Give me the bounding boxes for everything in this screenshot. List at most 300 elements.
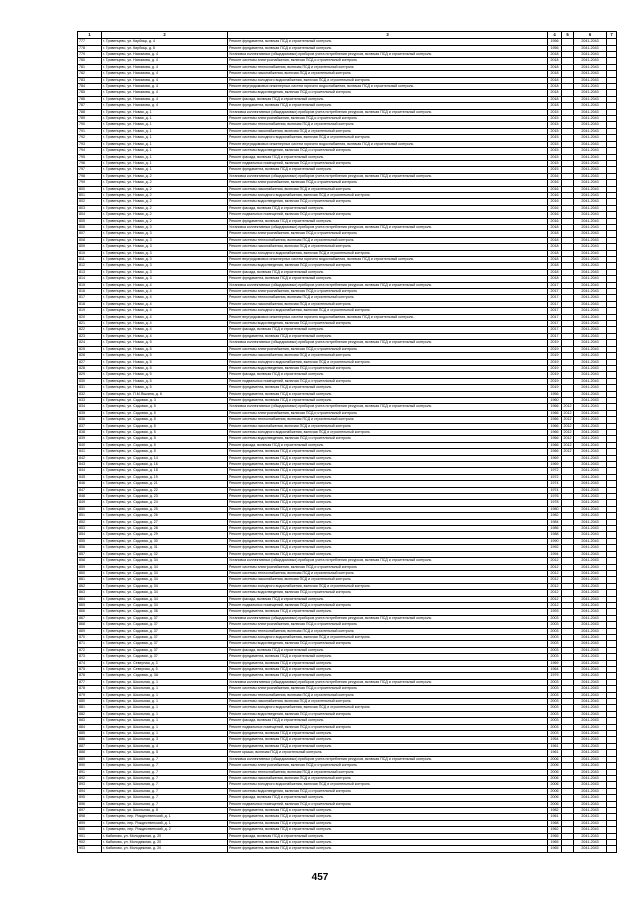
cell-num: 786 — [78, 96, 102, 102]
cell-per: 2041-2043 — [574, 628, 607, 634]
cell-num: 842 — [78, 455, 102, 461]
cell-per: 2041-2043 — [574, 237, 607, 243]
cell-addr: г. Гривенцево, ул. Новая, д. 4 — [102, 301, 228, 307]
cell-ex: 2012 — [563, 423, 572, 428]
cell-yr: 2016 — [548, 180, 562, 186]
cell-addr: г. Гривенцево, ул. Школьная, д. 8 — [102, 807, 228, 813]
cell-addr: г. Гривенцево, ул. Садовая, д. 5 — [102, 449, 228, 455]
cell-work: Ремонт системы электроснабжения, включая ПСД и строительный контроль — [228, 564, 548, 570]
cell-per: 2041-2043 — [574, 679, 607, 685]
cell-work: Ремонт фундамента, включая ПСД и строительный контроль — [228, 500, 548, 506]
cell-addr: г. Гривенцево, ул. Садовая, д. 34 — [102, 583, 228, 589]
cell-ex: 2012 — [563, 410, 572, 415]
cell-work: Ремонт фасада, включая ПСД и строительный контроль — [228, 96, 548, 102]
cell-work: Ремонт фундамента, включая ПСД и строительный контроль — [228, 39, 548, 45]
cell-addr: г. Гривенцево, ул. Новая, д. 3 — [102, 276, 228, 282]
cell-num: 852 — [78, 519, 102, 525]
cell-addr: г. Гривенцево, ул. Новая, д. 2 — [102, 186, 228, 192]
cell-per: 2041-2043 — [574, 558, 607, 564]
cell-per: 2041-2043 — [574, 641, 607, 647]
cell-addr: г. Гривенцево, ул. Садовая, д. 18 — [102, 468, 228, 474]
cell-per: 2041-2043 — [574, 692, 607, 698]
cell-yr: 2016 — [548, 199, 562, 205]
cell-addr: г. Гривенцево, ул. Новая, д. 4 — [102, 295, 228, 301]
cell-yr: 2003 — [548, 615, 562, 621]
cell-num: 894 — [78, 788, 102, 794]
cell-per: 2041-2043 — [574, 116, 607, 122]
cell-work: Ремонт системы газоснабжения, включая ПСД и строительный контроль — [228, 775, 548, 781]
cell-yr: 2018 — [548, 250, 562, 256]
cell-per: 2041-2043 — [574, 570, 607, 576]
cell-yr: 2015 — [548, 128, 562, 134]
cell-work: Ремонт системы газоснабжения, включая ПСД и строительный контроль — [228, 577, 548, 583]
cell-work: Установка коллективных (общедомовых) приборов учета потребления ресурсов, включая ПСД и строительный контроль — [228, 558, 548, 564]
cell-yr: 2018 — [548, 64, 562, 70]
cell-yr: 2019 — [548, 372, 562, 378]
cell-yr: 1974 — [548, 487, 562, 493]
cell-work: Ремонт фундамента, включая ПСД и строительный контроль — [228, 667, 548, 673]
cell-yr: 1966 — [548, 410, 562, 416]
cell-yr: 2012 — [548, 570, 562, 576]
cell-ex: 2012 — [563, 417, 572, 422]
cell-yr: 2003 — [548, 731, 562, 737]
cell-work: Ремонт фундамента, включая ПСД и строительный контроль — [228, 513, 548, 519]
cell-yr: 2017 — [548, 333, 562, 339]
cell-addr: г. Гривенцево, ул. Новая, д. 2 — [102, 205, 228, 211]
cell-work: Ремонт системы электроснабжения, включая ПСД и строительный контроль — [228, 686, 548, 692]
cell-work: Ремонт фундамента, включая ПСД и строительный контроль — [228, 276, 548, 282]
cell-yr: 2003 — [548, 692, 562, 698]
cell-num: 857 — [78, 551, 102, 557]
cell-work: Ремонт системы электроснабжения, включая ПСД и строительный контроль — [228, 346, 548, 352]
cell-yr: 1976 — [548, 494, 562, 500]
cell-num: 821 — [78, 321, 102, 327]
cell-yr: 2015 — [548, 116, 562, 122]
cell-num: 820 — [78, 314, 102, 320]
cell-ex — [562, 846, 574, 852]
cell-work: Ремонт системы электроснабжения, включая ПСД и строительный контроль — [228, 289, 548, 295]
cell-yr: 2015 — [548, 154, 562, 160]
cell-num: 892 — [78, 775, 102, 781]
cell-work: Ремонт системы теплоснабжения, включая ПСД и строительный контроль — [228, 769, 548, 775]
cell-num: 837 — [78, 423, 102, 429]
cell-addr: г. Гривенцево, ул. Новая, д. 1 — [102, 160, 228, 166]
cell-work: Ремонт фундамента, включая ПСД и строительный контроль — [228, 218, 548, 224]
cell-yr: 2018 — [548, 231, 562, 237]
cell-yr: 2017 — [548, 327, 562, 333]
cell-per: 2041-2043 — [574, 385, 607, 391]
cell-num: 897 — [78, 807, 102, 813]
cell-per: 2041-2043 — [574, 647, 607, 653]
cell-work: Ремонт фундамента, включая ПСД и строительный контроль — [228, 526, 548, 532]
cell-addr: г. Гривенцево, ул. Нахимова, д. 4 — [102, 52, 228, 58]
cell-yr: 2006 — [548, 756, 562, 762]
cell-yr: 1969 — [548, 455, 562, 461]
cell-work: Ремонт системы газоснабжения, включая ПСД и строительный контроль — [228, 301, 548, 307]
cell-addr: г. Гривенцево, ул. Садовая, д. 34 — [102, 570, 228, 576]
cell-yr: 2003 — [548, 705, 562, 711]
cell-work: Ремонт фундамента, включая ПСД и строительный контроль — [228, 839, 548, 845]
cell-work: Ремонт фундамента, включая ПСД и строительный контроль — [228, 474, 548, 480]
cell-per: 2041-2043 — [574, 686, 607, 692]
cell-num: 841 — [78, 449, 102, 455]
cell-yr: 2006 — [548, 801, 562, 807]
cell-addr: г. Гривенцево, ул. Новая, д. 5 — [102, 385, 228, 391]
cell-num: 859 — [78, 564, 102, 570]
cell-yr: 1956 — [548, 391, 562, 397]
cell-num: 809 — [78, 244, 102, 250]
cell-num: 870 — [78, 634, 102, 640]
cell-num: 873 — [78, 654, 102, 660]
cell-work: Ремонт фундамента, включая ПСД и строительный контроль — [228, 397, 548, 403]
cell-yr: 1979 — [548, 673, 562, 679]
cell-addr: г. Гривенцево, ул. Новая, д. 3 — [102, 269, 228, 275]
cell-addr: г. Гривенцево, ул. Школьная, д. 7 — [102, 782, 228, 788]
cell-per: 2041-2043 — [574, 199, 607, 205]
cell-num: 828 — [78, 365, 102, 371]
cell-num: 784 — [78, 84, 102, 90]
cell-work: Ремонт фундамента, включая ПСД и строительный контроль — [228, 609, 548, 615]
cell-addr: г. Гривенцево, ул. Нахимова, д. 4 — [102, 71, 228, 77]
cell-work: Ремонт системы холодного водоснабжения, включая ПСД и строительный контроль — [228, 634, 548, 640]
column-number-row — [78, 32, 617, 39]
cell-per: 2041-2043 — [574, 820, 607, 826]
cell-yr: 1966 — [548, 436, 562, 442]
cell-addr: г. Гривенцево, ул. Школьная, д. 7 — [102, 775, 228, 781]
cell-yr: 1961 — [548, 750, 562, 756]
cell-num: 899 — [78, 820, 102, 826]
cell-yr: 1966 — [548, 449, 562, 455]
cell-per: 2041-2043 — [574, 58, 607, 64]
cell-yr: 2003 — [548, 718, 562, 724]
cell-yr: 1974 — [548, 481, 562, 487]
cell-addr: г. Гривенцево, ул. Кирбицк, д. 6 — [102, 45, 228, 51]
cell-addr: г. Гривенцево, ул. Школьная, д. 7 — [102, 795, 228, 801]
cell-num: 785 — [78, 90, 102, 96]
cell-addr: г. Гривенцево, ул. Садовая, д. 23 — [102, 494, 228, 500]
cell-addr: г. Гривенцево, ул. Кирбицк, д. 4 — [102, 39, 228, 45]
cell-work: Ремонт системы электроснабжения, включая ПСД и строительный контроль — [228, 180, 548, 186]
cell-num: 860 — [78, 570, 102, 576]
cell-work: Установка коллективных (общедомовых) приборов учета потребления ресурсов, включая ПСД и строительный контроль — [228, 224, 548, 230]
cell-yr: 1969 — [548, 462, 562, 468]
cell-per: 2041-2043 — [574, 154, 607, 160]
cell-yr: 1966 — [548, 404, 562, 410]
cell-per: 2041-2043 — [574, 468, 607, 474]
cell-yr: 2016 — [548, 212, 562, 218]
cell-yr: 2006 — [548, 782, 562, 788]
cell-addr: г. Гривенцево, ул. Садовая, д. 25 — [102, 506, 228, 512]
cell-work: Ремонт подвальных помещений, включая ПСД и строительный контроль — [228, 212, 548, 218]
cell-num: 847 — [78, 487, 102, 493]
cell-yr: 1982 — [548, 513, 562, 519]
cell-num: 835 — [78, 410, 102, 416]
cell-per: 2041-2043 — [574, 340, 607, 346]
cell-num: 877 — [78, 679, 102, 685]
cell-per: 2041-2043 — [574, 205, 607, 211]
cell-addr: г. Гривенцево, ул. Новая, д. 5 — [102, 372, 228, 378]
cell-per: 2041-2043 — [574, 436, 607, 442]
cell-addr: г. Гривенцево, ул. Садовая, д. 24 — [102, 500, 228, 506]
cell-ex: 2012 — [563, 404, 572, 409]
cell-per: 2041-2043 — [574, 192, 607, 198]
cell-addr: г. Гривенцево, ул. Садовая, д. 5 — [102, 410, 228, 416]
cell-work: Ремонт системы электроснабжения, включая ПСД и строительный контроль — [228, 410, 548, 416]
cell-yr: 2015 — [548, 122, 562, 128]
cell-work: Ремонт фундамента, включая ПСД и строительный контроль — [228, 167, 548, 173]
cell-work: Ремонт фундамента, включая ПСД и строительный контроль — [228, 468, 548, 474]
cell-addr: г. Гривенцево, ул. Садовая, д. 37 — [102, 628, 228, 634]
cell-per: 2041-2043 — [574, 39, 607, 45]
cell-yr: 2015 — [548, 148, 562, 154]
cell-per: 2041-2043 — [574, 257, 607, 263]
cell-num: 831 — [78, 385, 102, 391]
cell-work: Установка коллективных (общедомовых) приборов учета потребления ресурсов, включая ПСД и строительный контроль — [228, 282, 548, 288]
cell-per: 2041-2043 — [574, 327, 607, 333]
cell-num: 846 — [78, 481, 102, 487]
cell-per: 2041-2043 — [574, 84, 607, 90]
cell-yr: 2003 — [548, 634, 562, 640]
cell-per: 2041-2043 — [574, 52, 607, 58]
cell-num: 884 — [78, 724, 102, 730]
cell-num: 789 — [78, 116, 102, 122]
cell-yr: 2003 — [548, 679, 562, 685]
cell-num: 803 — [78, 205, 102, 211]
cell-num: 813 — [78, 269, 102, 275]
cell-per: 2041-2043 — [574, 353, 607, 359]
cell-num: 862 — [78, 583, 102, 589]
cell-work: Ремонт подвальных помещений, включая ПСД и строительный контроль — [228, 724, 548, 730]
cell-per: 2041-2043 — [574, 795, 607, 801]
cell-num: 866 — [78, 609, 102, 615]
cell-yr: 1978 — [548, 500, 562, 506]
cell-work: Установка коллективных (общедомовых) приборов учета потребления ресурсов, включая ПСД и строительный контроль — [228, 109, 548, 115]
cell-num: 787 — [78, 103, 102, 109]
cell-yr: 1956 — [548, 45, 562, 51]
cell-num: 782 — [78, 71, 102, 77]
cell-addr: г. Гривенцево, ул. Новая, д. 2 — [102, 192, 228, 198]
cell-per: 2041-2043 — [574, 333, 607, 339]
cell-work: Ремонт фасада, включая ПСД и строительный контроль — [228, 647, 548, 653]
cell-work: Ремонт системы водоотведения, включая ПСД и строительный контроль — [228, 641, 548, 647]
cell-addr: г. Гривенцево, ул. Новая, д. 3 — [102, 244, 228, 250]
cell-addr: г. Гривенцево, ул. Новая, д. 1 — [102, 154, 228, 160]
cell-work: Ремонт фундамента, включая ПСД и строительный контроль — [228, 731, 548, 737]
cell-yr: 2015 — [548, 109, 562, 115]
cell-num: 856 — [78, 545, 102, 551]
cell-per: 2041-2043 — [574, 301, 607, 307]
cell-work: Ремонт системы теплоснабжения, включая ПСД и строительный контроль — [228, 628, 548, 634]
cell-per: 2041-2043 — [574, 186, 607, 192]
cell-addr: г. Гривенцево, ул. П.М.Яшкина, д. 6 — [102, 391, 228, 397]
cell-per: 2041-2043 — [574, 775, 607, 781]
cell-yr: 2018 — [548, 224, 562, 230]
cell-work: Ремонт фундамента, включая ПСД и строительный контроль — [228, 385, 548, 391]
cell-addr: г. Гривенцево, ул. Новая, д. 3 — [102, 250, 228, 256]
cell-num: 896 — [78, 801, 102, 807]
cell-num: 868 — [78, 622, 102, 628]
cell-yr: 2016 — [548, 218, 562, 224]
cell-yr: 1961 — [548, 743, 562, 749]
cell-addr: г. Гривенцево, ул. Новая, д. 2 — [102, 173, 228, 179]
cell-per: 2041-2043 — [574, 250, 607, 256]
cell-per: 2041-2043 — [574, 263, 607, 269]
cell-work: Ремонт системы газоснабжения, включая ПСД и строительный контроль — [228, 244, 548, 250]
cell-num: 878 — [78, 686, 102, 692]
cell-yr: 2017 — [548, 301, 562, 307]
cell-addr: г. Гривенцево, ул. Новая, д. 5 — [102, 359, 228, 365]
cell-work: Ремонт фасада, включая ПСД и строительный контроль — [228, 795, 548, 801]
cell-work: Ремонт фундамента, включая ПСД и строительный контроль — [228, 481, 548, 487]
cell-num: 869 — [78, 628, 102, 634]
cell-addr: г. Гривенцево, ул. Новая, д. 1 — [102, 116, 228, 122]
cell-addr: г. Гривенцево, ул. Новая, д. 4 — [102, 308, 228, 314]
cell-addr: г. Гривенцево, ул. Садовая, д. 5 — [102, 436, 228, 442]
cell-addr: г. Гривенцево, ул. Садовая, д. 22 — [102, 487, 228, 493]
cell-addr: г. Гривенцево, ул. Садовая, д. 5 — [102, 404, 228, 410]
cell-addr: г. Гривенцево, пер. Рождественский, д. 1 — [102, 820, 228, 826]
cell-num: 836 — [78, 417, 102, 423]
cell-num: 808 — [78, 237, 102, 243]
cell-work: Ремонт фундамента, включая ПСД и строительный контроль — [228, 673, 548, 679]
cell-addr: г. Гривенцево, ул. Северная, д. 5 — [102, 667, 228, 673]
cell-work: Ремонт фасада, включая ПСД и строительный контроль — [228, 372, 548, 378]
cell-addr: г. Гривенцево, ул. Новая, д. 4 — [102, 333, 228, 339]
cell-work: Ремонт фундамента, включая ПСД и строительный контроль — [228, 45, 548, 51]
cell-addr: г. Кабаново, ул. Молодежная, д. 20 — [102, 839, 228, 845]
cell-per: 2041-2043 — [574, 711, 607, 717]
capital-repair-table — [77, 31, 617, 853]
cell-per: 2041-2043 — [574, 128, 607, 134]
cell-num: 795 — [78, 154, 102, 160]
cell-yr: 2015 — [548, 160, 562, 166]
cell-num: 885 — [78, 731, 102, 737]
cell-yr: 2016 — [548, 186, 562, 192]
cell-addr: г. Гривенцево, ул. Новая, д. 3 — [102, 224, 228, 230]
cell-yr: 2012 — [548, 583, 562, 589]
cell-work: Установка коллективных (общедомовых) приборов учета потребления ресурсов, включая ПСД и строительный контроль — [228, 679, 548, 685]
cell-yr: 2003 — [548, 628, 562, 634]
cell-work: Ремонт фасада, включая ПСД и строительный контроль — [228, 833, 548, 839]
cell-yr: 2018 — [548, 71, 562, 77]
cell-per: 2041-2043 — [574, 109, 607, 115]
cell-work: Ремонт системы теплоснабжения, включая ПСД и строительный контроль — [228, 692, 548, 698]
cell-addr: г. Гривенцево, ул. Садовая, д. 32 — [102, 551, 228, 557]
cell-per: 2041-2043 — [574, 634, 607, 640]
cell-yr: 2018 — [548, 77, 562, 83]
cell-per: 2041-2043 — [574, 596, 607, 602]
cell-addr: г. Гривенцево, ул. Садовая, д. 31 — [102, 545, 228, 551]
cell-num: 802 — [78, 199, 102, 205]
cell-addr: г. Гривенцево, ул. Нахимова, д. 4 — [102, 96, 228, 102]
cell-yr: 2017 — [548, 289, 562, 295]
cell-work: Ремонт фундамента, включая ПСД и строительный контроль — [228, 846, 548, 852]
cell-addr: г. Гривенцево, ул. Школьная, д. 1 — [102, 711, 228, 717]
cell-work: Ремонт системы газоснабжения, включая ПСД и строительный контроль — [228, 71, 548, 77]
cell-work: Ремонт системы электроснабжения, включая ПСД и строительный контроль — [228, 58, 548, 64]
cell-work: Ремонт внутридомовых инженерных систем горячего водоснабжения, включая ПСД и строительный контроль — [228, 257, 548, 263]
cell-yr: 2018 — [548, 269, 562, 275]
cell-addr: г. Гривенцево, ул. Новая, д. 3 — [102, 263, 228, 269]
page-number: 457 — [311, 872, 329, 883]
cell-yr: 2017 — [548, 282, 562, 288]
cell-yr: 2018 — [548, 52, 562, 58]
cell-addr: г. Гривенцево, ул. Новая, д. 3 — [102, 257, 228, 263]
cell-yr: 1986 — [548, 526, 562, 532]
cell-per: 2041-2043 — [574, 167, 607, 173]
cell-work: Ремонт системы теплоснабжения, включая ПСД и строительный контроль — [228, 237, 548, 243]
register-sheet — [77, 31, 616, 853]
cell-num: 811 — [78, 257, 102, 263]
cell-work: Ремонт фундамента, включая ПСД и строительный контроль — [228, 506, 548, 512]
cell-addr: г. Гривенцево, ул. Садовая, д. 34 — [102, 577, 228, 583]
cell-work: Ремонт фасада, включая ПСД и строительный контроль — [228, 718, 548, 724]
cell-addr: г. Гривенцево, ул. Новая, д. 1 — [102, 141, 228, 147]
cell-num: 822 — [78, 327, 102, 333]
cell-per: 2041-2043 — [574, 148, 607, 154]
cell-per: 2041-2043 — [574, 481, 607, 487]
cell-work: Ремонт системы холодного водоснабжения, включая ПСД и строительный контроль — [228, 135, 548, 141]
cell-yr: 1966 — [548, 442, 562, 448]
cell-num: 893 — [78, 782, 102, 788]
cell-num: 886 — [78, 737, 102, 743]
cell-addr: г. Гривенцево, ул. Новая, д. 2 — [102, 218, 228, 224]
cell-yr: 1965 — [548, 839, 562, 845]
cell-per: 2041-2043 — [574, 756, 607, 762]
cell-per: 2041-2043 — [574, 577, 607, 583]
cell-num: 814 — [78, 276, 102, 282]
cell-per: 2041-2043 — [574, 506, 607, 512]
cell-work: Ремонт фундамента, включая ПСД и строительный контроль — [228, 545, 548, 551]
cell-per: 2041-2043 — [574, 397, 607, 403]
cell-per: 2041-2043 — [574, 282, 607, 288]
cell-per: 2041-2043 — [574, 64, 607, 70]
cell-per: 2041-2043 — [574, 487, 607, 493]
cell-yr: 2003 — [548, 711, 562, 717]
cell-per: 2041-2043 — [574, 449, 607, 455]
cell-per: 2041-2043 — [574, 590, 607, 596]
cell-num: 798 — [78, 173, 102, 179]
cell-addr: г. Гривенцево, ул. Школьная, д. 7 — [102, 763, 228, 769]
cell-num: 823 — [78, 333, 102, 339]
cell-work: Ремонт подвальных помещений, включая ПСД и строительный контроль — [228, 378, 548, 384]
cell-work: Установка коллективных (общедомовых) приборов учета потребления ресурсов, включая ПСД и строительный контроль — [228, 173, 548, 179]
cell-yr: 2003 — [548, 641, 562, 647]
cell-addr: г. Гривенцево, ул. Школьная, д. 1 — [102, 686, 228, 692]
cell-yr: 2003 — [548, 622, 562, 628]
cell-addr: г. Гривенцево, ул. Школьная, д. 7 — [102, 788, 228, 794]
cell-work: Ремонт системы холодного водоснабжения, включая ПСД и строительный контроль — [228, 705, 548, 711]
cell-yr: 1965 — [548, 833, 562, 839]
cell-yr: 2003 — [548, 654, 562, 660]
cell-per: 2041-2043 — [574, 173, 607, 179]
cell-yr: 2003 — [548, 724, 562, 730]
column-header: 5 — [562, 32, 574, 39]
cell-work: Ремонт системы газоснабжения, включая ПСД и строительный контроль — [228, 699, 548, 705]
cell-per: 2041-2043 — [574, 160, 607, 166]
cell-num: 880 — [78, 699, 102, 705]
cell-work: Ремонт фундамента, включая ПСД и строительный контроль — [228, 462, 548, 468]
cell-per: 2041-2043 — [574, 224, 607, 230]
cell-num: 887 — [78, 743, 102, 749]
cell-per: 2041-2043 — [574, 96, 607, 102]
cell-addr: г. Гривенцево, ул. Нахимова, д. 4 — [102, 64, 228, 70]
cell-work: Ремонт фундамента, включая ПСД и строительный контроль — [228, 737, 548, 743]
cell-addr: г. Гривенцево, ул. Школьная, д. 1 — [102, 724, 228, 730]
cell-per: 2041-2043 — [574, 276, 607, 282]
cell-per: 2041-2043 — [574, 404, 607, 410]
cell-work: Ремонт фундамента, включая ПСД и строительный контроль — [228, 820, 548, 826]
